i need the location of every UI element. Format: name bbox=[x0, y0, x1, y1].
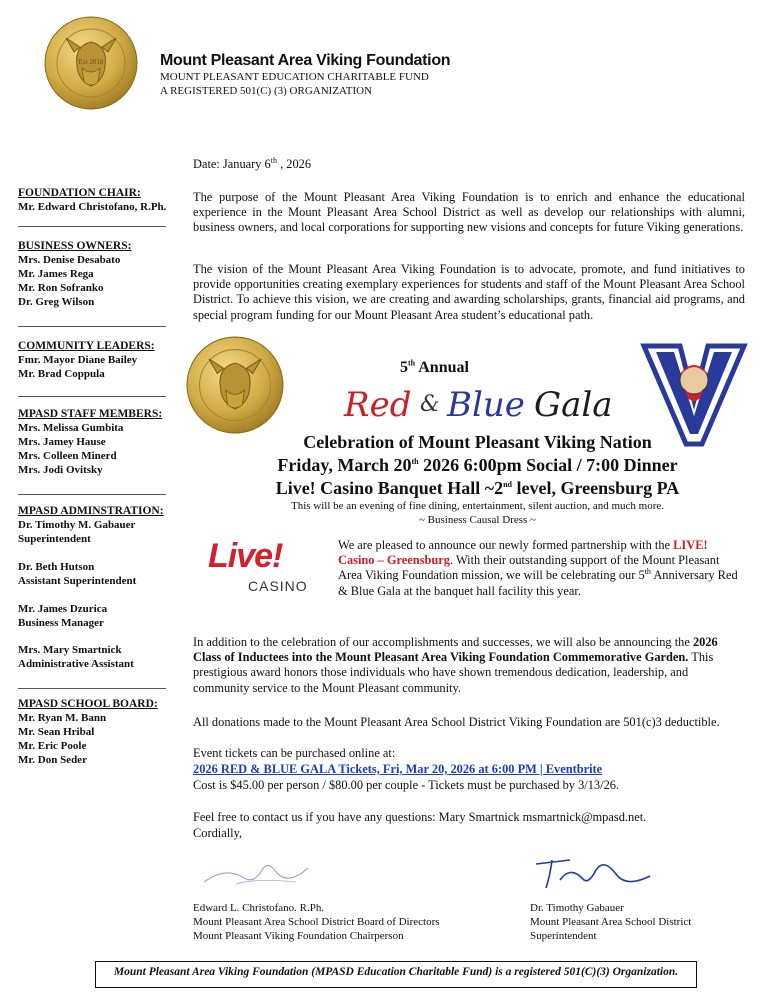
signature-right-name: Dr. Timothy Gabauer bbox=[530, 902, 624, 914]
gala-dress-code: ~ Business Causal Dress ~ bbox=[418, 514, 536, 526]
sidebar-title-administration: MPASD ADMINSTRATION: bbox=[18, 505, 164, 517]
seal-est-text: Est 2018 bbox=[78, 58, 104, 66]
gala-evening-description: This will be an evening of fine dining, entertainment, silent auction, and much more. bbox=[291, 500, 664, 512]
sidebar-name: Dr. Greg Wilson bbox=[18, 296, 95, 308]
sidebar-name: Mr. Eric Poole bbox=[18, 740, 87, 752]
org-subtitle-registered: A REGISTERED 501(C) (3) ORGANIZATION bbox=[160, 85, 373, 97]
sidebar-name: Mrs. Jodi Ovitsky bbox=[18, 464, 103, 476]
sidebar-name: Mrs. Jamey Hause bbox=[18, 436, 106, 448]
sidebar-name: Mr. Sean Hribal bbox=[18, 726, 95, 738]
gala-title-gala: Gala bbox=[534, 385, 613, 425]
signature-left-block bbox=[193, 901, 440, 943]
sidebar-title-foundation-chair: FOUNDATION CHAIR: bbox=[18, 187, 141, 199]
sidebar-name: Mrs. Denise Desabato bbox=[18, 254, 121, 266]
signature-right-image bbox=[530, 850, 660, 894]
sidebar-name: Mr. James Rega bbox=[18, 268, 94, 280]
sidebar-title-business-owners: BUSINESS OWNERS: bbox=[18, 240, 132, 252]
gala-date-time: Friday, March 20th 2026 6:00pm Social / 7:00 Dinner bbox=[277, 455, 678, 475]
sidebar-role: Business Manager bbox=[18, 617, 104, 629]
sidebar-divider bbox=[18, 494, 166, 495]
foundation-seal-logo bbox=[44, 16, 138, 110]
gala-venue: Live! Casino Banquet Hall ~2nd level, Greensburg PA bbox=[275, 478, 680, 498]
sidebar-title-school-board: MPASD SCHOOL BOARD: bbox=[18, 698, 158, 710]
sidebar-divider bbox=[18, 688, 166, 689]
gala-annual-label: 5th Annual bbox=[400, 358, 469, 376]
sidebar-name: Mr. Ryan M. Bann bbox=[18, 712, 107, 724]
org-name: Mount Pleasant Area Viking Foundation bbox=[160, 52, 451, 69]
sidebar-name: Mr. Brad Coppula bbox=[18, 368, 105, 380]
sidebar-name: Mrs. Melissa Gumbita bbox=[18, 422, 124, 434]
gala-title-blue: Blue bbox=[447, 385, 525, 425]
sidebar-name: Mrs. Mary Smartnick bbox=[18, 644, 122, 656]
sidebar-name: Fmr. Mayor Diane Bailey bbox=[18, 354, 138, 366]
live-casino-logo-subtext: CASINO bbox=[248, 578, 308, 594]
sidebar-name: Mr. Ron Sofranko bbox=[18, 282, 104, 294]
sidebar-name: Mr. James Dzurica bbox=[18, 603, 108, 615]
signature-right-title: Mount Pleasant Area School District bbox=[530, 916, 692, 928]
signature-left-image bbox=[196, 848, 326, 892]
signature-right-title: Superintendent bbox=[530, 930, 597, 942]
sidebar-name: Mrs. Colleen Minerd bbox=[18, 450, 117, 462]
sidebar-divider bbox=[18, 326, 166, 327]
contact-line: Feel free to contact us if you have any questions: Mary Smartnick msmartnick@mpasd.net. bbox=[193, 810, 647, 824]
letter-date: Date: January 6th , 2026 bbox=[193, 155, 312, 171]
sidebar-divider bbox=[18, 226, 166, 227]
foundation-seal-logo-secondary bbox=[186, 336, 284, 434]
signature-left-title: Mount Pleasant Area School District Board of Directors bbox=[193, 916, 440, 928]
sidebar-name: Dr. Beth Hutson bbox=[18, 561, 95, 573]
tickets-cost: Cost is $45.00 per person / $80.00 per couple - Tickets must be purchased by 3/13/26. bbox=[193, 778, 620, 792]
signature-left-name: Edward L. Christofano. R.Ph. bbox=[193, 902, 325, 914]
sidebar-role: Assistant Superintendent bbox=[18, 575, 137, 587]
signature-left-title: Mount Pleasant Viking Foundation Chairperson bbox=[193, 930, 404, 942]
live-casino-logo: Live! bbox=[208, 537, 283, 575]
gala-title-red: Red bbox=[344, 385, 412, 425]
purpose-paragraph: The purpose of the Mount Pleasant Area Viking Foundation is to enrich and enhance the educational experience in the Mount Pleasant Area School District as well as develop our relationships with alumni, business owners, and local corporations for supporting new visions and concepts for future Viking generations. bbox=[193, 190, 745, 235]
donations-note: All donations made to the Mount Pleasant Area School District Viking Foundation are 501(c)3 deductible. bbox=[193, 715, 720, 729]
sidebar-title-community-leaders: COMMUNITY LEADERS: bbox=[18, 340, 155, 352]
sidebar-role: Superintendent bbox=[18, 533, 91, 545]
vision-paragraph: The vision of the Mount Pleasant Area Viking Foundation is to advocate, promote, and fund initiatives to provide opportunities creating exemplary experiences for students and staff of the Mount Pleasant Area School District. To achieve this vision, we are creating and awarding scholarships, grants, financial aid programs, and special program funding for our Mount Pleasant Area student’s educational path. bbox=[193, 262, 745, 322]
sidebar-title-staff: MPASD STAFF MEMBERS: bbox=[18, 408, 163, 420]
closing: Cordially, bbox=[193, 826, 243, 840]
gala-title-ampersand: & bbox=[420, 392, 440, 417]
gala-celebration-heading: Celebration of Mount Pleasant Viking Nation bbox=[303, 432, 652, 452]
partnership-paragraph: We are pleased to announce our newly formed partnership with the LIVE! Casino – Greensburg. With their outstanding support of the Mount Pleasant Area Viking Foundation mission, we will be celebrating our 5th Anniversary Red & Blue Gala at the banquet hall facility this year. bbox=[338, 538, 738, 598]
sidebar-role: Administrative Assistant bbox=[18, 658, 134, 670]
sidebar-name: Dr. Timothy M. Gabauer bbox=[18, 519, 136, 531]
footer-statement: Mount Pleasant Area Viking Foundation (MPASD Education Charitable Fund) is a registered 501(C)(3) Organization. bbox=[113, 966, 679, 978]
eventbrite-tickets-link[interactable]: 2026 RED & BLUE GALA Tickets, Fri, Mar 20, 2026 at 6:00 PM | Eventbrite bbox=[193, 762, 603, 776]
signature-right-block bbox=[530, 901, 691, 943]
org-subtitle-fund: MOUNT PLEASANT EDUCATION CHARITABLE FUND bbox=[160, 71, 429, 83]
sidebar-name: Mr. Don Seder bbox=[18, 754, 87, 766]
sidebar-divider bbox=[18, 396, 166, 397]
tickets-intro: Event tickets can be purchased online at: bbox=[193, 746, 396, 760]
sidebar-name: Mr. Edward Christofano, R.Ph. bbox=[18, 201, 167, 213]
inductees-paragraph: In addition to the celebration of our accomplishments and successes, we will also be announcing the 2026 Class of Inductees into the Mount Pleasant Area Viking Foundation Commemorative Garden. This prestigious award honors those individuals who have shown tremendous dedication, leadership, and community service to the Mount Pleasant community. bbox=[193, 635, 718, 695]
